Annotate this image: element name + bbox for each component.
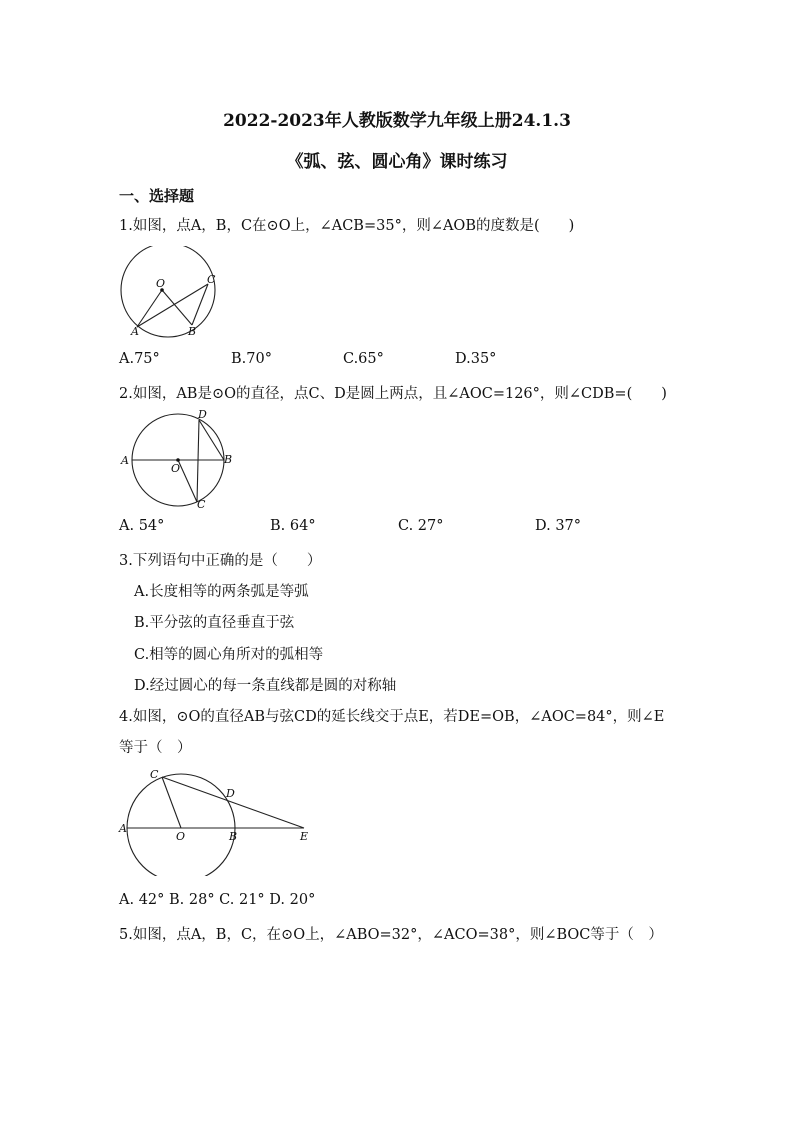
q1-label-b: B [188,325,197,338]
q4-line-ce [162,777,304,828]
section-heading: 一、选择题 [119,187,195,205]
q4-segment-oc [162,777,181,828]
q1-option-a: A.75° [119,351,160,367]
q4-label-e: E [300,830,309,843]
q1-segment-ob [162,290,192,325]
q3-option-d: D.经过圆心的每一条直线都是圆的对称轴 [134,678,397,694]
q3-option-a: A.长度相等的两条弧是等弧 [134,584,309,600]
q4-label-c: C [150,768,159,781]
q2-segment-oc [178,460,197,502]
q2-option-a: A. 54° [119,518,165,534]
q4-stem-line2: 等于（ ） [119,740,192,756]
q1-stem: 1.如图，点A，B，C在⊙O上，∠ACB=35°，则∠AOB的度数是( ) [119,218,575,234]
q2-option-c: C. 27° [398,518,444,534]
q1-option-d: D.35° [455,351,497,367]
q1-figure [116,246,220,338]
q2-segment-db [199,420,224,460]
q3-option-c: C.相等的圆心角所对的弧相等 [134,647,324,663]
q4-label-b: B [229,830,238,843]
q4-label-a: A [119,822,127,835]
q1-label-o: O [156,277,166,290]
q2-label-c: C [197,498,206,511]
q1-label-c: C [207,273,216,286]
q4-options: A. 42° B. 28° C. 21° D. 20° [119,892,316,908]
doc-title-line2: 《弧、弦、圆心角》课时练习 [286,152,508,172]
q2-label-o: O [171,462,181,475]
q2-figure [118,408,238,512]
doc-title-line1: 2022-2023年人教版数学九年级上册24.1.3 [223,111,571,131]
q2-label-b: B [224,453,233,466]
q4-label-d: D [226,787,235,800]
q1-segment-oa [137,290,162,327]
q2-stem: 2.如图，AB是⊙O的直径，点C、D是圆上两点，且∠AOC=126°，则∠CDB=( ) [119,386,667,402]
q3-option-b: B.平分弦的直径垂直于弦 [134,615,295,631]
q1-option-c: C.65° [343,351,384,367]
q4-stem-line1: 4.如图，⊙O的直径AB与弦CD的延长线交于点E，若DE=OB，∠AOC=84°，则∠E [119,709,665,725]
q4-figure [116,764,316,876]
q2-segment-cd [197,420,199,502]
q1-label-a: A [131,325,139,338]
q1-circle [121,246,215,337]
q4-label-o: O [176,830,186,843]
q2-label-a: A [121,454,129,467]
q3-stem: 3.下列语句中正确的是（ ） [119,553,322,569]
q4-circle [127,774,238,876]
q2-label-d: D [198,408,207,421]
q1-option-b: B.70° [231,351,272,367]
q5-stem: 5.如图，点A，B，C，在⊙O上，∠ABO=32°，∠ACO=38°，则∠BOC等于（ ） [119,927,663,943]
q2-option-d: D. 37° [535,518,582,534]
q2-option-b: B. 64° [270,518,316,534]
q1-segment-ac [137,284,208,327]
